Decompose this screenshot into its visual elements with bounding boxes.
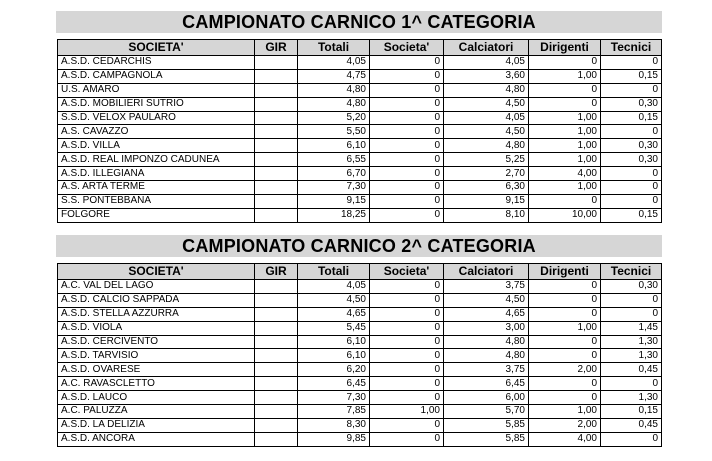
totali-cell: 6,45 [298,377,370,391]
gir-cell [255,181,298,195]
table-row [58,280,662,294]
dirigenti-cell: 0 [529,194,601,208]
dirigenti-cell: 0 [529,391,601,405]
tecnici-cell: 0 [601,83,662,97]
tecnici-cell: 0 [601,167,662,181]
societa-cell: 0 [370,377,444,391]
table-row [58,391,662,405]
dirigenti-cell: 4,00 [529,432,601,446]
tecnici-cell: 0 [601,377,662,391]
team-name-cell: U.S. AMARO [58,83,255,97]
table-row [58,125,662,139]
table-row [58,349,662,363]
dirigenti-cell: 0 [529,335,601,349]
team-name-cell: A.S.D. VIOLA [58,321,255,335]
calciatori-cell: 5,85 [444,418,529,432]
table-row [58,83,662,97]
societa-cell: 0 [370,418,444,432]
table-row [58,418,662,432]
gir-cell [255,377,298,391]
societa-cell: 0 [370,363,444,377]
header-gir: GIR [255,40,298,56]
totali-cell: 9,15 [298,194,370,208]
tecnici-cell: 0,30 [601,153,662,167]
gir-cell [255,280,298,294]
header-tecnici: Tecnici [601,264,662,280]
table-row [58,139,662,153]
calciatori-cell: 3,60 [444,69,529,83]
societa-cell: 0 [370,69,444,83]
societa-cell: 0 [370,307,444,321]
tecnici-cell: 1,30 [601,335,662,349]
totali-cell: 4,05 [298,280,370,294]
calciatori-cell: 4,05 [444,56,529,70]
calciatori-cell: 3,75 [444,363,529,377]
societa-cell: 0 [370,321,444,335]
table-row [58,167,662,181]
calciatori-cell: 6,30 [444,181,529,195]
section-title: CAMPIONATO CARNICO 2^ CATEGORIA [56,235,662,257]
totali-cell: 7,30 [298,181,370,195]
table-row [58,153,662,167]
dirigenti-cell: 2,00 [529,418,601,432]
standings-table [57,263,662,447]
header-totali: Totali [298,40,370,56]
gir-cell [255,405,298,419]
team-name-cell: A.S.D. STELLA AZZURRA [58,307,255,321]
societa-cell: 0 [370,293,444,307]
tecnici-cell: 0,15 [601,111,662,125]
header-tecnici: Tecnici [601,40,662,56]
totali-cell: 4,50 [298,293,370,307]
societa-cell: 0 [370,391,444,405]
team-name-cell: A.S.D. ILLEGIANA [58,167,255,181]
societa-cell: 0 [370,335,444,349]
calciatori-cell: 4,05 [444,111,529,125]
tecnici-cell: 0 [601,125,662,139]
table-row [58,307,662,321]
totali-cell: 6,10 [298,335,370,349]
team-name-cell: A.S.D. LA DELIZIA [58,418,255,432]
table-row [58,97,662,111]
calciatori-cell: 4,65 [444,307,529,321]
tecnici-cell: 0,45 [601,363,662,377]
tecnici-cell: 1,30 [601,349,662,363]
calciatori-cell: 4,80 [444,83,529,97]
calciatori-cell: 2,70 [444,167,529,181]
header-societa-fee: Societa' [370,40,444,56]
gir-cell [255,69,298,83]
societa-cell: 0 [370,432,444,446]
table-row [58,111,662,125]
tecnici-cell: 0 [601,181,662,195]
dirigenti-cell: 1,00 [529,139,601,153]
totali-cell: 6,70 [298,167,370,181]
dirigenti-cell: 2,00 [529,363,601,377]
dirigenti-cell: 1,00 [529,69,601,83]
totali-cell: 6,20 [298,363,370,377]
dirigenti-cell: 1,00 [529,125,601,139]
header-societa-fee: Societa' [370,264,444,280]
section-2-categoria [56,235,662,447]
gir-cell [255,335,298,349]
gir-cell [255,349,298,363]
dirigenti-cell: 0 [529,56,601,70]
calciatori-cell: 4,80 [444,349,529,363]
team-name-cell: A.C. PALUZZA [58,405,255,419]
tecnici-cell: 0 [601,194,662,208]
table-row [58,405,662,419]
calciatori-cell: 4,80 [444,139,529,153]
gir-cell [255,307,298,321]
section-title: CAMPIONATO CARNICO 1^ CATEGORIA [56,11,662,33]
table-row [58,194,662,208]
gir-cell [255,363,298,377]
dirigenti-cell: 0 [529,307,601,321]
table-row [58,377,662,391]
calciatori-cell: 5,70 [444,405,529,419]
totali-cell: 4,65 [298,307,370,321]
societa-cell: 0 [370,83,444,97]
totali-cell: 6,55 [298,153,370,167]
team-name-cell: S.S.D. VELOX PAULARO [58,111,255,125]
tecnici-cell: 0,15 [601,405,662,419]
dirigenti-cell: 0 [529,280,601,294]
tecnici-cell: 0,30 [601,97,662,111]
standings-table [57,39,662,223]
gir-cell [255,83,298,97]
calciatori-cell: 5,85 [444,432,529,446]
table-row [58,335,662,349]
dirigenti-cell: 0 [529,97,601,111]
calciatori-cell: 3,00 [444,321,529,335]
tecnici-cell: 0,30 [601,280,662,294]
calciatori-cell: 8,10 [444,208,529,222]
table-row [58,432,662,446]
societa-cell: 0 [370,349,444,363]
dirigenti-cell: 10,00 [529,208,601,222]
calciatori-cell: 4,50 [444,125,529,139]
section-1-categoria [56,11,662,223]
calciatori-cell: 5,25 [444,153,529,167]
totali-cell: 6,10 [298,139,370,153]
dirigenti-cell: 1,00 [529,181,601,195]
team-name-cell: A.S.D. VILLA [58,139,255,153]
header-calciatori: Calciatori [444,264,529,280]
gir-cell [255,293,298,307]
totali-cell: 18,25 [298,208,370,222]
societa-cell: 0 [370,194,444,208]
calciatori-cell: 4,50 [444,97,529,111]
gir-cell [255,125,298,139]
societa-cell: 0 [370,280,444,294]
totali-cell: 4,80 [298,83,370,97]
totali-cell: 7,85 [298,405,370,419]
dirigenti-cell: 0 [529,349,601,363]
tecnici-cell: 0,15 [601,69,662,83]
team-name-cell: A.S. ARTA TERME [58,181,255,195]
team-name-cell: A.S.D. LAUCO [58,391,255,405]
dirigenti-cell: 1,00 [529,153,601,167]
calciatori-cell: 4,50 [444,293,529,307]
totali-cell: 4,75 [298,69,370,83]
calciatori-cell: 6,00 [444,391,529,405]
tecnici-cell: 1,30 [601,391,662,405]
gir-cell [255,194,298,208]
tecnici-cell: 1,45 [601,321,662,335]
societa-cell: 0 [370,97,444,111]
gir-cell [255,56,298,70]
team-name-cell: A.S.D. CALCIO SAPPADA [58,293,255,307]
totali-cell: 7,30 [298,391,370,405]
table-header-row [58,264,662,280]
calciatori-cell: 9,15 [444,194,529,208]
societa-cell: 0 [370,111,444,125]
societa-cell: 0 [370,181,444,195]
dirigenti-cell: 0 [529,293,601,307]
team-name-cell: A.S.D. CAMPAGNOLA [58,69,255,83]
gir-cell [255,97,298,111]
team-name-cell: FOLGORE [58,208,255,222]
calciatori-cell: 4,80 [444,335,529,349]
gir-cell [255,139,298,153]
totali-cell: 5,50 [298,125,370,139]
societa-cell: 0 [370,208,444,222]
gir-cell [255,208,298,222]
dirigenti-cell: 1,00 [529,321,601,335]
totali-cell: 4,05 [298,56,370,70]
table-row [58,363,662,377]
tecnici-cell: 0,30 [601,139,662,153]
tecnici-cell: 0 [601,56,662,70]
dirigenti-cell: 4,00 [529,167,601,181]
table-row [58,208,662,222]
team-name-cell: A.S.D. REAL IMPONZO CADUNEA [58,153,255,167]
calciatori-cell: 3,75 [444,280,529,294]
header-totali: Totali [298,264,370,280]
totali-cell: 9,85 [298,432,370,446]
team-name-cell: A.S.D. ANCORA [58,432,255,446]
tecnici-cell: 0 [601,432,662,446]
calciatori-cell: 6,45 [444,377,529,391]
header-dirigenti: Dirigenti [529,264,601,280]
gir-cell [255,432,298,446]
header-gir: GIR [255,264,298,280]
gir-cell [255,321,298,335]
societa-cell: 0 [370,125,444,139]
tecnici-cell: 0,45 [601,418,662,432]
societa-cell: 0 [370,139,444,153]
team-name-cell: A.S. CAVAZZO [58,125,255,139]
dirigenti-cell: 0 [529,83,601,97]
totali-cell: 5,20 [298,111,370,125]
gir-cell [255,391,298,405]
totali-cell: 8,30 [298,418,370,432]
team-name-cell: A.S.D. TARVISIO [58,349,255,363]
dirigenti-cell: 1,00 [529,111,601,125]
team-name-cell: A.C. VAL DEL LAGO [58,280,255,294]
totali-cell: 5,45 [298,321,370,335]
table-header-row [58,40,662,56]
header-dirigenti: Dirigenti [529,40,601,56]
totali-cell: 6,10 [298,349,370,363]
team-name-cell: A.C. RAVASCLETTO [58,377,255,391]
header-calciatori: Calciatori [444,40,529,56]
dirigenti-cell: 1,00 [529,405,601,419]
gir-cell [255,167,298,181]
tecnici-cell: 0,15 [601,208,662,222]
table-row [58,321,662,335]
header-societa: SOCIETA' [58,264,255,280]
societa-cell: 1,00 [370,405,444,419]
team-name-cell: A.S.D. CERCIVENTO [58,335,255,349]
gir-cell [255,418,298,432]
totali-cell: 4,80 [298,97,370,111]
tecnici-cell: 0 [601,293,662,307]
gir-cell [255,153,298,167]
team-name-cell: A.S.D. MOBILIERI SUTRIO [58,97,255,111]
table-row [58,181,662,195]
societa-cell: 0 [370,167,444,181]
header-societa: SOCIETA' [58,40,255,56]
societa-cell: 0 [370,153,444,167]
table-row [58,56,662,70]
table-row [58,69,662,83]
gir-cell [255,111,298,125]
tecnici-cell: 0 [601,307,662,321]
dirigenti-cell: 0 [529,377,601,391]
team-name-cell: A.S.D. OVARESE [58,363,255,377]
team-name-cell: S.S. PONTEBBANA [58,194,255,208]
societa-cell: 0 [370,56,444,70]
team-name-cell: A.S.D. CEDARCHIS [58,56,255,70]
table-row [58,293,662,307]
